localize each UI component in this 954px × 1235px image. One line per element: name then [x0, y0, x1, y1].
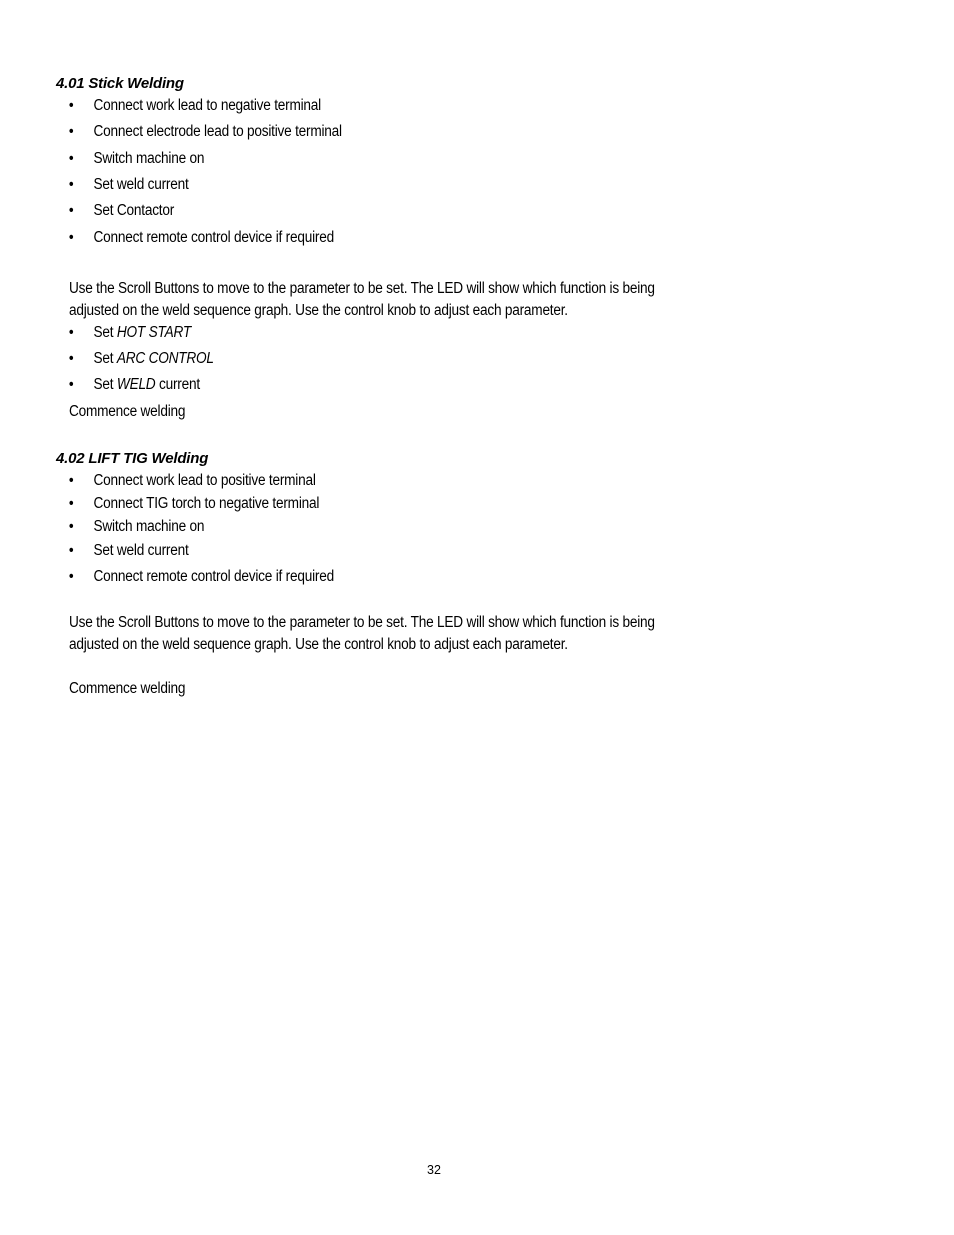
list-item: • Set Contactor: [68, 202, 175, 219]
list-item: • Switch machine on: [68, 150, 205, 167]
bullet-icon: •: [68, 324, 74, 341]
bullet-icon: •: [68, 542, 74, 559]
stick-closing-text: Commence welding: [69, 403, 186, 420]
bullet-icon: •: [68, 495, 74, 512]
bullet-icon: •: [68, 568, 74, 585]
bullet-icon: •: [68, 229, 74, 246]
list-item: • Connect electrode lead to positive terminal: [68, 123, 342, 140]
list-item: • Set weld current: [68, 542, 189, 559]
bullet-icon: •: [68, 472, 74, 489]
parameter-name: WELD: [116, 376, 156, 393]
list-item: • Set ARC CONTROL: [68, 350, 214, 367]
list-item: • Set WELD current: [68, 376, 200, 393]
section-heading-lift-tig-welding: 4.02 LIFT TIG Welding: [56, 450, 209, 467]
bullet-icon: •: [68, 376, 74, 393]
list-item: • Connect work lead to negative terminal: [68, 97, 321, 114]
parameter-name: ARC CONTROL: [116, 350, 214, 367]
bullet-icon: •: [68, 350, 74, 367]
bullet-icon: •: [68, 123, 74, 140]
bullet-icon: •: [68, 518, 74, 535]
list-item: • Set weld current: [68, 176, 189, 193]
list-item: • Connect remote control device if required: [68, 229, 334, 246]
list-item: • Connect TIG torch to negative terminal: [68, 495, 320, 512]
list-item: • Connect remote control device if required: [68, 568, 334, 585]
list-item: • Connect work lead to positive terminal: [68, 472, 316, 489]
list-item: • Set HOT START: [68, 324, 191, 341]
parameter-name: HOT START: [116, 324, 191, 341]
stick-instructions: Use the Scroll Buttons to move to the parameter to be set. The LED will show which function is being adjusted on the weld sequence graph. Use the control knob to adjust each parameter.: [69, 280, 655, 319]
page-number: 32: [427, 1163, 441, 1177]
bullet-icon: •: [68, 150, 74, 167]
lift-tig-instructions: Use the Scroll Buttons to move to the parameter to be set. The LED will show which function is being adjusted on the weld sequence graph. Use the control knob to adjust each parameter.: [69, 614, 655, 653]
section-heading-stick-welding: 4.01 Stick Welding: [56, 75, 184, 92]
bullet-icon: •: [68, 176, 74, 193]
bullet-icon: •: [68, 97, 74, 114]
list-item: • Switch machine on: [68, 518, 205, 535]
bullet-icon: •: [68, 202, 74, 219]
lift-tig-closing-text: Commence welding: [69, 680, 186, 697]
